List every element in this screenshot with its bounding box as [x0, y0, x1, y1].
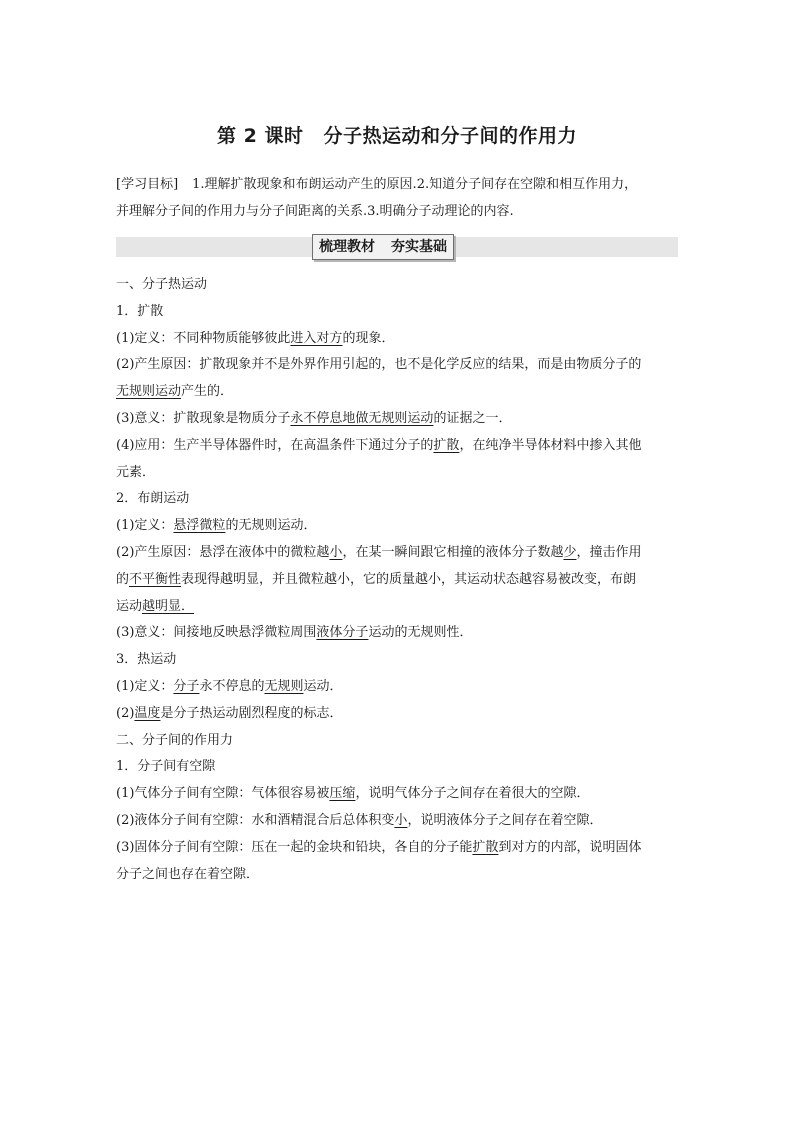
underlined-key-term: 悬浮微粒 — [173, 518, 226, 534]
main-content — [116, 272, 678, 888]
underlined-key-term: 温度 — [134, 705, 161, 721]
diffusion-application-line-1 — [116, 433, 678, 460]
brownian-meaning — [116, 620, 678, 647]
text-fragment: 运动． — [303, 678, 343, 694]
solid-gaps-line-2: 分子之间也存在着空隙． — [116, 866, 260, 882]
banner-label — [312, 234, 454, 260]
lesson-number: 第 2 课时 — [217, 125, 304, 147]
text-fragment: 产生的． — [181, 384, 234, 400]
diffusion-cause-line-1: (2)产生原因：扩散现象并不是外界作用引起的，也不是化学反应的结果，而是由物质分子的 — [116, 357, 642, 373]
text-fragment: ，撞击作用 — [576, 544, 642, 560]
underlined-key-term: 压缩 — [329, 786, 356, 802]
text-fragment: 表现得越明显，并且微粒越小，它的质量越小，其运动状态越容易被改变，布朗 — [181, 571, 637, 587]
text-fragment: 运动 — [116, 598, 143, 614]
gas-gaps — [116, 781, 678, 808]
text-fragment: 是分子热运动剧烈程度的标志． — [160, 705, 343, 721]
text-fragment: 1.理解扩散现象和布朗运动产生的原因.2.知道分子间存在空隙和相互作用力， — [192, 177, 638, 192]
underlined-key-term: 无规则运动 — [116, 384, 182, 400]
text-fragment: (2)液体分子间有空隙：水和酒精混合后总体积变 — [116, 812, 395, 828]
text-fragment: 梳理教材 — [319, 239, 375, 255]
text-fragment: ，在纯净半导体材料中掺入其他 — [459, 437, 642, 453]
text-fragment: (3)固体分子间有空隙：压在一起的金块和铅块，各自的分子能 — [116, 839, 473, 855]
solid-gaps-line-1 — [116, 835, 678, 862]
text-fragment: (3)意义：扩散现象是物质分子 — [116, 410, 291, 426]
text-fragment: (2)产生原因：悬浮在液体中的微粒越 — [116, 544, 330, 560]
underlined-key-term: 扩散 — [472, 839, 499, 855]
text-fragment: (2) — [116, 705, 135, 721]
text-fragment: (1)定义：不同种物质能够彼此 — [116, 330, 291, 346]
subheading-thermal-motion: 3．热运动 — [116, 652, 177, 668]
brownian-cause-line-1 — [116, 540, 678, 567]
underlined-key-term: 小 — [394, 812, 408, 828]
text-fragment: 夯实基础 — [391, 239, 447, 255]
page-title — [116, 121, 678, 148]
underlined-key-term: 分子 — [173, 678, 200, 694]
thermal-temperature — [116, 701, 678, 728]
text-fragment: ，说明液体分子之间存在着空隙． — [407, 812, 603, 828]
subheading-brownian-motion: 2．布朗运动 — [116, 491, 190, 507]
diffusion-application-line-2: 元素． — [116, 464, 156, 480]
thermal-definition — [116, 674, 678, 701]
subheading-gaps: 1．分子间有空隙 — [116, 759, 216, 775]
text-fragment: (1)定义： — [116, 678, 174, 694]
objectives-line-1 — [116, 171, 678, 198]
diffusion-meaning — [116, 406, 678, 433]
text-fragment: 的证据之一． — [433, 410, 512, 426]
text-fragment: 的无规则运动． — [225, 518, 317, 534]
section-heading-thermal-motion: 一、分子热运动 — [116, 277, 208, 292]
underlined-key-term: 少 — [563, 544, 577, 560]
brownian-cause-line-2 — [116, 567, 678, 594]
text-fragment: (4)应用：生产半导体器件时，在高温条件下通过分子的 — [116, 437, 434, 453]
text-fragment: (3)意义：间接地反映悬浮微粒周围 — [116, 625, 317, 641]
underlined-key-term: 液体分子 — [316, 625, 369, 641]
underlined-key-term: 不平衡性 — [129, 571, 182, 587]
objectives-line-2: 并理解分子间的作用力与分子间距离的关系.3.明确分子动理论的内容. — [116, 204, 514, 219]
text-fragment: 的 — [116, 571, 130, 587]
section-heading-intermolecular-force: 二、分子间的作用力 — [116, 732, 234, 748]
subheading-diffusion: 1．扩散 — [116, 303, 164, 319]
brownian-definition — [116, 513, 678, 540]
objectives-tag: [学习目标] — [116, 177, 179, 192]
text-fragment: 永不停息的 — [199, 678, 265, 694]
text-fragment: 运动的无规则性． — [368, 625, 473, 641]
text-fragment: 的现象． — [342, 330, 395, 346]
underlined-key-term: 无规则 — [264, 678, 304, 694]
liquid-gaps — [116, 808, 678, 835]
text-fragment: (1)气体分子间有空隙：气体很容易被 — [116, 786, 330, 802]
underlined-key-term: 进入对方 — [290, 330, 343, 346]
underlined-key-term: 永不停息地做无规则运动 — [290, 410, 434, 426]
underlined-key-term: 小 — [329, 544, 343, 560]
lesson-topic: 分子热运动和分子间的作用力 — [323, 125, 577, 147]
underlined-key-term: 扩散 — [433, 437, 460, 453]
text-fragment: 到对方的内部，说明固体 — [498, 839, 642, 855]
text-fragment: ，在某一瞬间跟它相撞的液体分子数越 — [342, 544, 564, 560]
underlined-key-term: 越明显． — [142, 598, 195, 614]
diffusion-cause-line-2 — [116, 379, 678, 406]
text-fragment: (1)定义： — [116, 518, 174, 534]
diffusion-definition — [116, 326, 678, 353]
brownian-cause-line-3 — [116, 594, 678, 621]
learning-objectives — [116, 171, 678, 225]
text-fragment: ，说明气体分子之间存在着很大的空隙． — [355, 786, 590, 802]
section-banner — [116, 237, 678, 257]
